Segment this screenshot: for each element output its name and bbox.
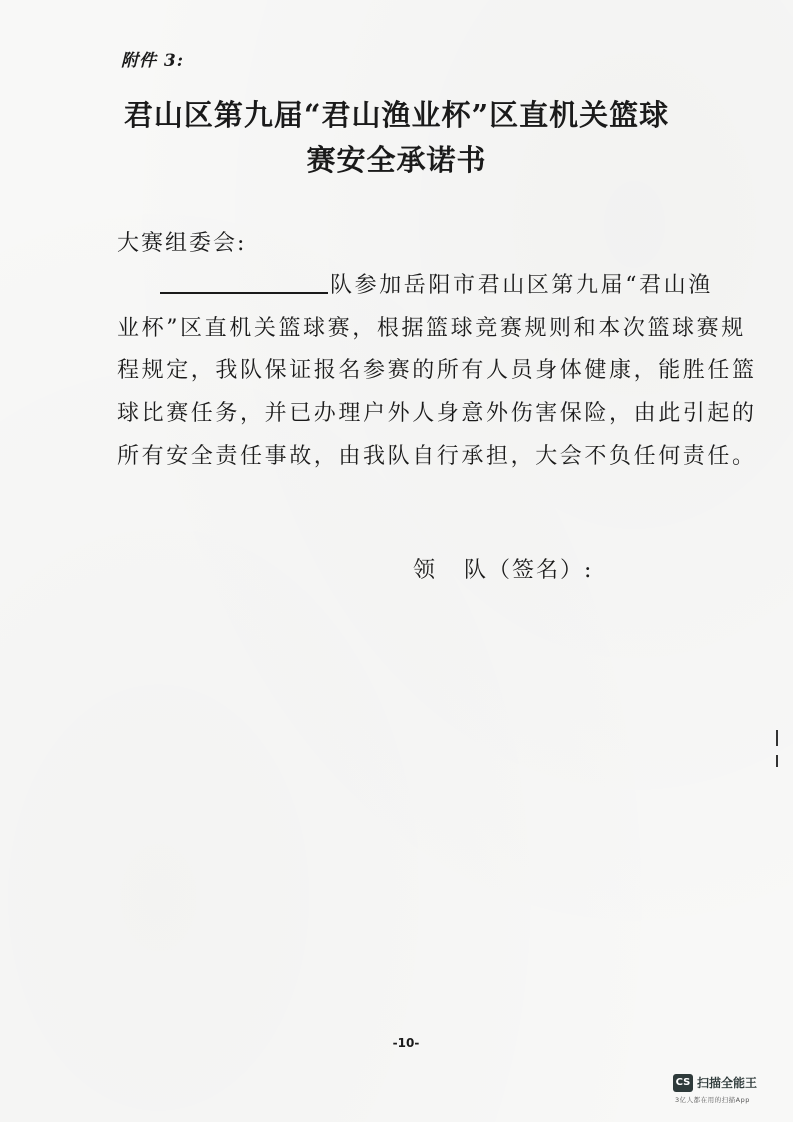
document-title-line-1: 君山区第九届“君山渔业杯”区直机关篮球 (123, 98, 670, 132)
scanner-watermark (673, 1074, 783, 1108)
body-line-1 (160, 268, 713, 299)
salutation: 大赛组委会: (117, 231, 247, 256)
page-number: -10- (392, 1036, 420, 1050)
scan-edge-mark (776, 730, 778, 746)
team-name-blank (160, 270, 328, 294)
attachment-label: 附件 3: (121, 51, 185, 71)
scan-edge-mark (776, 755, 778, 767)
document-title-line-2: 赛安全承诺书 (306, 143, 487, 177)
body-line-4: 球比赛任务，并已办理户外人身意外伤害保险，由此引起的 (117, 401, 757, 426)
body-line-1-text: 队参加岳阳市君山区第九届“君山渔 (330, 273, 713, 298)
watermark-tagline: 3亿人都在用的扫描App (675, 1096, 750, 1104)
team-leader-signature-label: 领 队（签名）: (413, 558, 594, 583)
body-line-3: 程规定，我队保证报名参赛的所有人员身体健康，能胜任篮 (117, 358, 757, 383)
body-line-5: 所有安全责任事故，由我队自行承担，大会不负任何责任。 (117, 444, 757, 469)
camscanner-logo-icon: CS (673, 1074, 693, 1092)
watermark-app-name: 扫描全能王 (697, 1076, 758, 1090)
body-line-2: 业杯”区直机关篮球赛，根据篮球竞赛规则和本次篮球赛规 (117, 316, 746, 341)
